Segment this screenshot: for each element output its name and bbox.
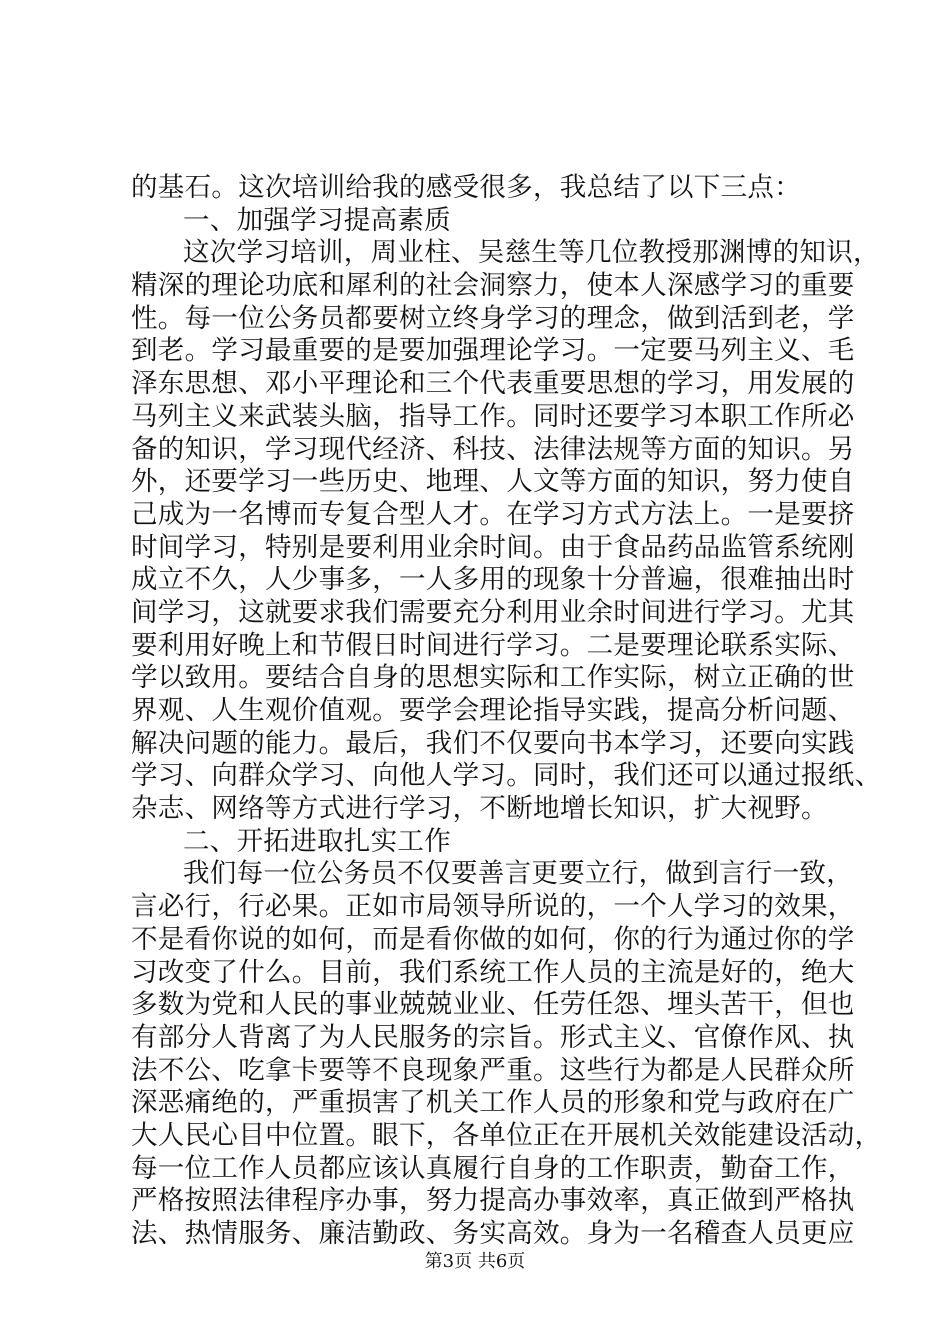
text-line: 不是看你说的如何，而是看你做的如何，你的行为通过你的学 — [131, 923, 855, 955]
text-line: 外，还要学习一些历史、地理、人文等方面的知识，努力使自 — [131, 466, 855, 498]
page-number-footer: 第3页 共6页 — [424, 1251, 526, 1272]
text-line: 法不公、吃拿卡要等不良现象严重。这些行为都是人民群众所 — [131, 1054, 855, 1086]
text-line: 性。每一位公务员都要树立终身学习的理念，做到活到老，学 — [131, 302, 855, 334]
text-line: 每一位工作人员都应该认真履行自身的工作职责，勤奋工作， — [131, 1152, 855, 1184]
text-line: 备的知识，学习现代经济、科技、法律法规等方面的知识。另 — [131, 433, 855, 465]
text-line: 己成为一名博而专复合型人才。在学习方式方法上。一是要挤 — [131, 498, 855, 530]
text-line: 学习、向群众学习、向他人学习。同时，我们还可以通过报纸、 — [131, 760, 882, 792]
text-line: 间学习，这就要求我们需要充分利用业余时间进行学习。尤其 — [131, 596, 855, 628]
text-line: 大人民心目中位置。眼下，各单位正在开展机关效能建设活动， — [131, 1119, 882, 1151]
text-line: 的基石。这次培训给我的感受很多，我总结了以下三点： — [131, 172, 801, 203]
text-line: 泽东思想、邓小平理论和三个代表重要思想的学习，用发展的 — [131, 368, 855, 400]
text-line: 要利用好晚上和节假日时间进行学习。二是要理论联系实际、 — [131, 629, 855, 661]
text-line: 这次学习培训，周业柱、吴慈生等几位教授那渊博的知识， — [183, 237, 880, 269]
text-line: 成立不久，人少事多，一人多用的现象十分普遍，很难抽出时 — [131, 564, 855, 596]
section-heading-2: 二、开拓进取扎实工作 — [183, 825, 451, 857]
text-line: 学以致用。要结合自身的思想实际和工作实际，树立正确的世 — [131, 662, 855, 694]
text-line: 严格按照法律程序办事，努力提高办事效率，真正做到严格执 — [131, 1185, 855, 1217]
section-heading-1: 一、加强学习提高素质 — [183, 204, 451, 236]
text-line: 杂志、网络等方式进行学习，不断地增长知识，扩大视野。 — [131, 793, 828, 825]
text-line: 有部分人背离了为人民服务的宗旨。形式主义、官僚作风、执 — [131, 1021, 855, 1053]
text-line: 精深的理论功底和犀利的社会洞察力，使本人深感学习的重要 — [131, 270, 855, 302]
text-line: 言必行，行必果。正如市局领导所说的，一个人学习的效果， — [131, 891, 855, 923]
text-line: 法、热情服务、廉洁勤政、务实高效。身为一名稽查人员更应 — [131, 1218, 855, 1249]
text-line: 界观、人生观价值观。要学会理论指导实践，提高分析问题、 — [131, 695, 855, 726]
body-text — [131, 172, 882, 1251]
text-line: 到老。学习最重要的是要加强理论学习。一定要马列主义、毛 — [131, 335, 855, 367]
text-line: 多数为党和人民的事业兢兢业业、任劳任怨、埋头苦干，但也 — [131, 989, 855, 1021]
text-line: 习改变了什么。目前，我们系统工作人员的主流是好的，绝大 — [131, 956, 855, 988]
text-line: 马列主义来武装头脑，指导工作。同时还要学习本职工作所必 — [131, 400, 855, 432]
text-line: 深恶痛绝的，严重损害了机关工作人员的形象和党与政府在广 — [131, 1087, 855, 1119]
text-line: 时间学习，特别是要利用业余时间。由于食品药品监管系统刚 — [131, 531, 855, 563]
text-line: 我们每一位公务员不仅要善言更要立行，做到言行一致， — [183, 858, 853, 890]
text-line: 解决问题的能力。最后，我们不仅要向书本学习，还要向实践 — [131, 727, 855, 759]
